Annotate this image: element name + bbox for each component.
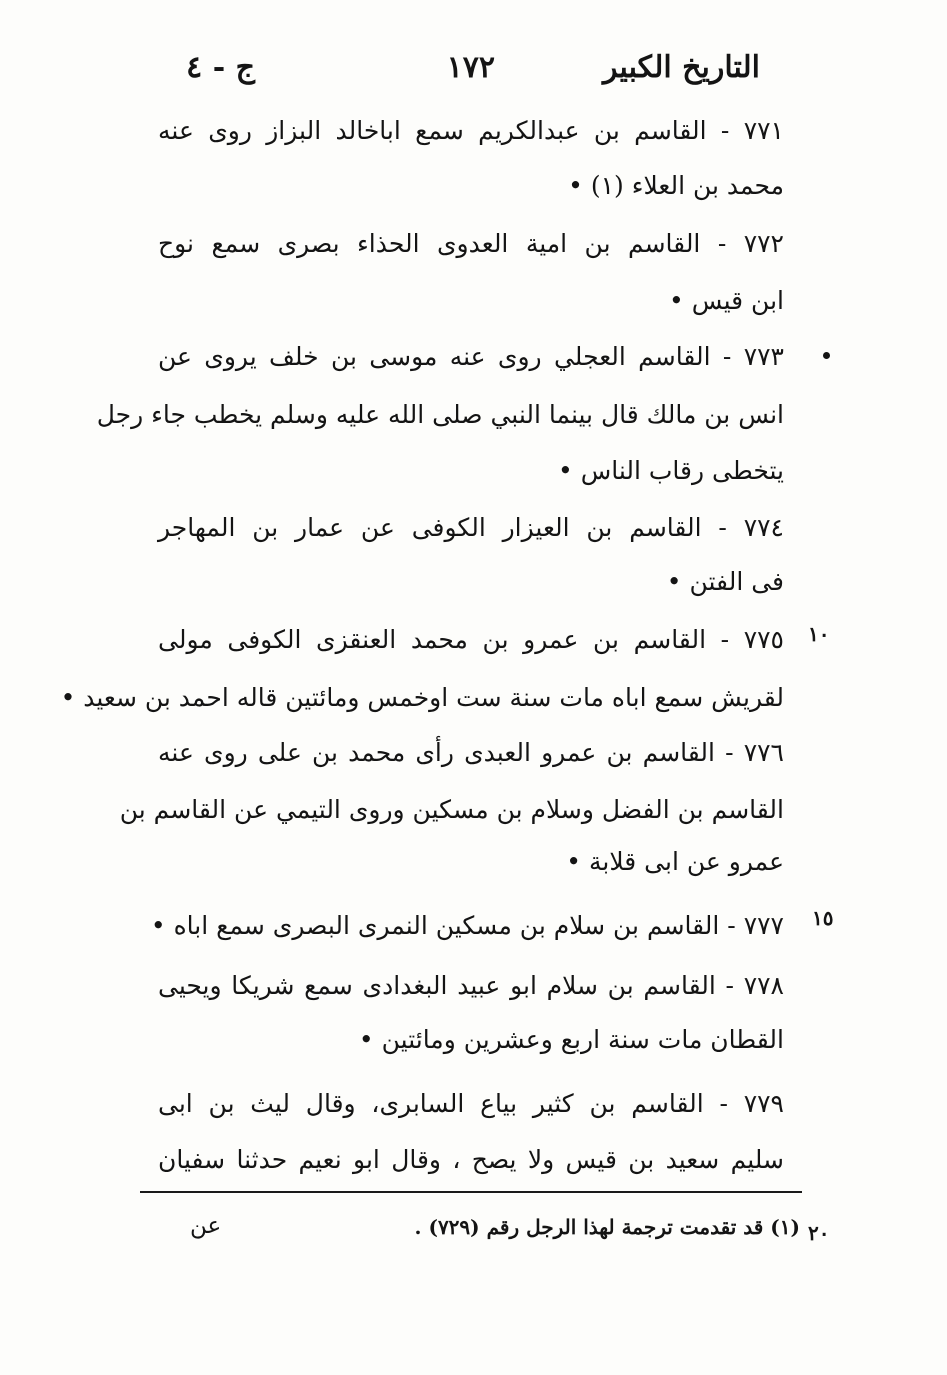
text-line: ٧٧٨ - القاسم بن سلام ابو عبيد البغدادى سمع شريكا ويحيى	[158, 971, 784, 1000]
footnote: (١) قد تقدمت ترجمة لهذا الرجل رقم (٧٢٩) .	[414, 1215, 800, 1239]
text-line: ٧٧٦ - القاسم بن عمرو العبدى رأى محمد بن على روى عنه	[158, 738, 784, 767]
text-line: ٧٧١ - القاسم بن عبدالكريم سمع اباخالد البزاز روى عنه	[158, 116, 784, 145]
text-line: ٧٧٥ - القاسم بن عمرو بن محمد العنقزى الكوفى مولى	[158, 625, 784, 654]
volume-label: ج - ٤	[186, 50, 255, 85]
text-line: انس بن مالك قال بينما النبي صلى الله عليه وسلم يخطب جاء رجل	[96, 400, 784, 429]
footnote-rule	[140, 1191, 802, 1193]
text-line: ٧٧٢ - القاسم بن امية العدوى الحذاء بصرى سمع نوح	[158, 229, 784, 258]
text-line: لقريش سمع اباه مات سنة ست اوخمس ومائتين قاله احمد بن سعيد •	[60, 683, 784, 712]
catchword: عن	[190, 1213, 222, 1239]
page-header	[160, 50, 760, 100]
text-line: ٧٧٩ - القاسم بن كثير بياع السابرى، وقال ليث بن ابى	[158, 1089, 784, 1118]
text-line: ابن قيس •	[669, 286, 784, 315]
text-line: عمرو عن ابى قلابة •	[566, 847, 784, 876]
margin-line-number: ١٥	[812, 906, 834, 930]
text-line: سليم سعيد بن قيس ولا يصح ، وقال ابو نعيم حدثنا سفيان	[158, 1145, 784, 1174]
text-line: محمد بن العلاء (١) •	[568, 171, 784, 200]
text-line: ٧٧٧ - القاسم بن سلام بن مسكين النمرى البصرى سمع اباه •	[150, 911, 784, 940]
book-title: التاريخ الكبير	[602, 50, 760, 85]
margin-line-number: ١٠	[808, 622, 830, 646]
text-line: القاسم بن الفضل وسلام بن مسكين وروى التيمي عن القاسم بن	[119, 795, 784, 824]
text-line: القطان مات سنة اربع وعشرين ومائتين •	[358, 1025, 784, 1054]
text-line: يتخطى رقاب الناس •	[558, 456, 784, 485]
page-number: ١٧٢	[446, 50, 495, 85]
margin-dot	[823, 352, 830, 359]
text-line: ٧٧٣ - القاسم العجلي روى عنه موسى بن خلف يروى عن	[158, 342, 784, 371]
text-line: ٧٧٤ - القاسم بن العيزار الكوفى عن عمار بن المهاجر	[158, 513, 784, 542]
margin-line-number: ٢٠	[808, 1221, 830, 1245]
text-line: فى الفتن •	[666, 567, 784, 596]
